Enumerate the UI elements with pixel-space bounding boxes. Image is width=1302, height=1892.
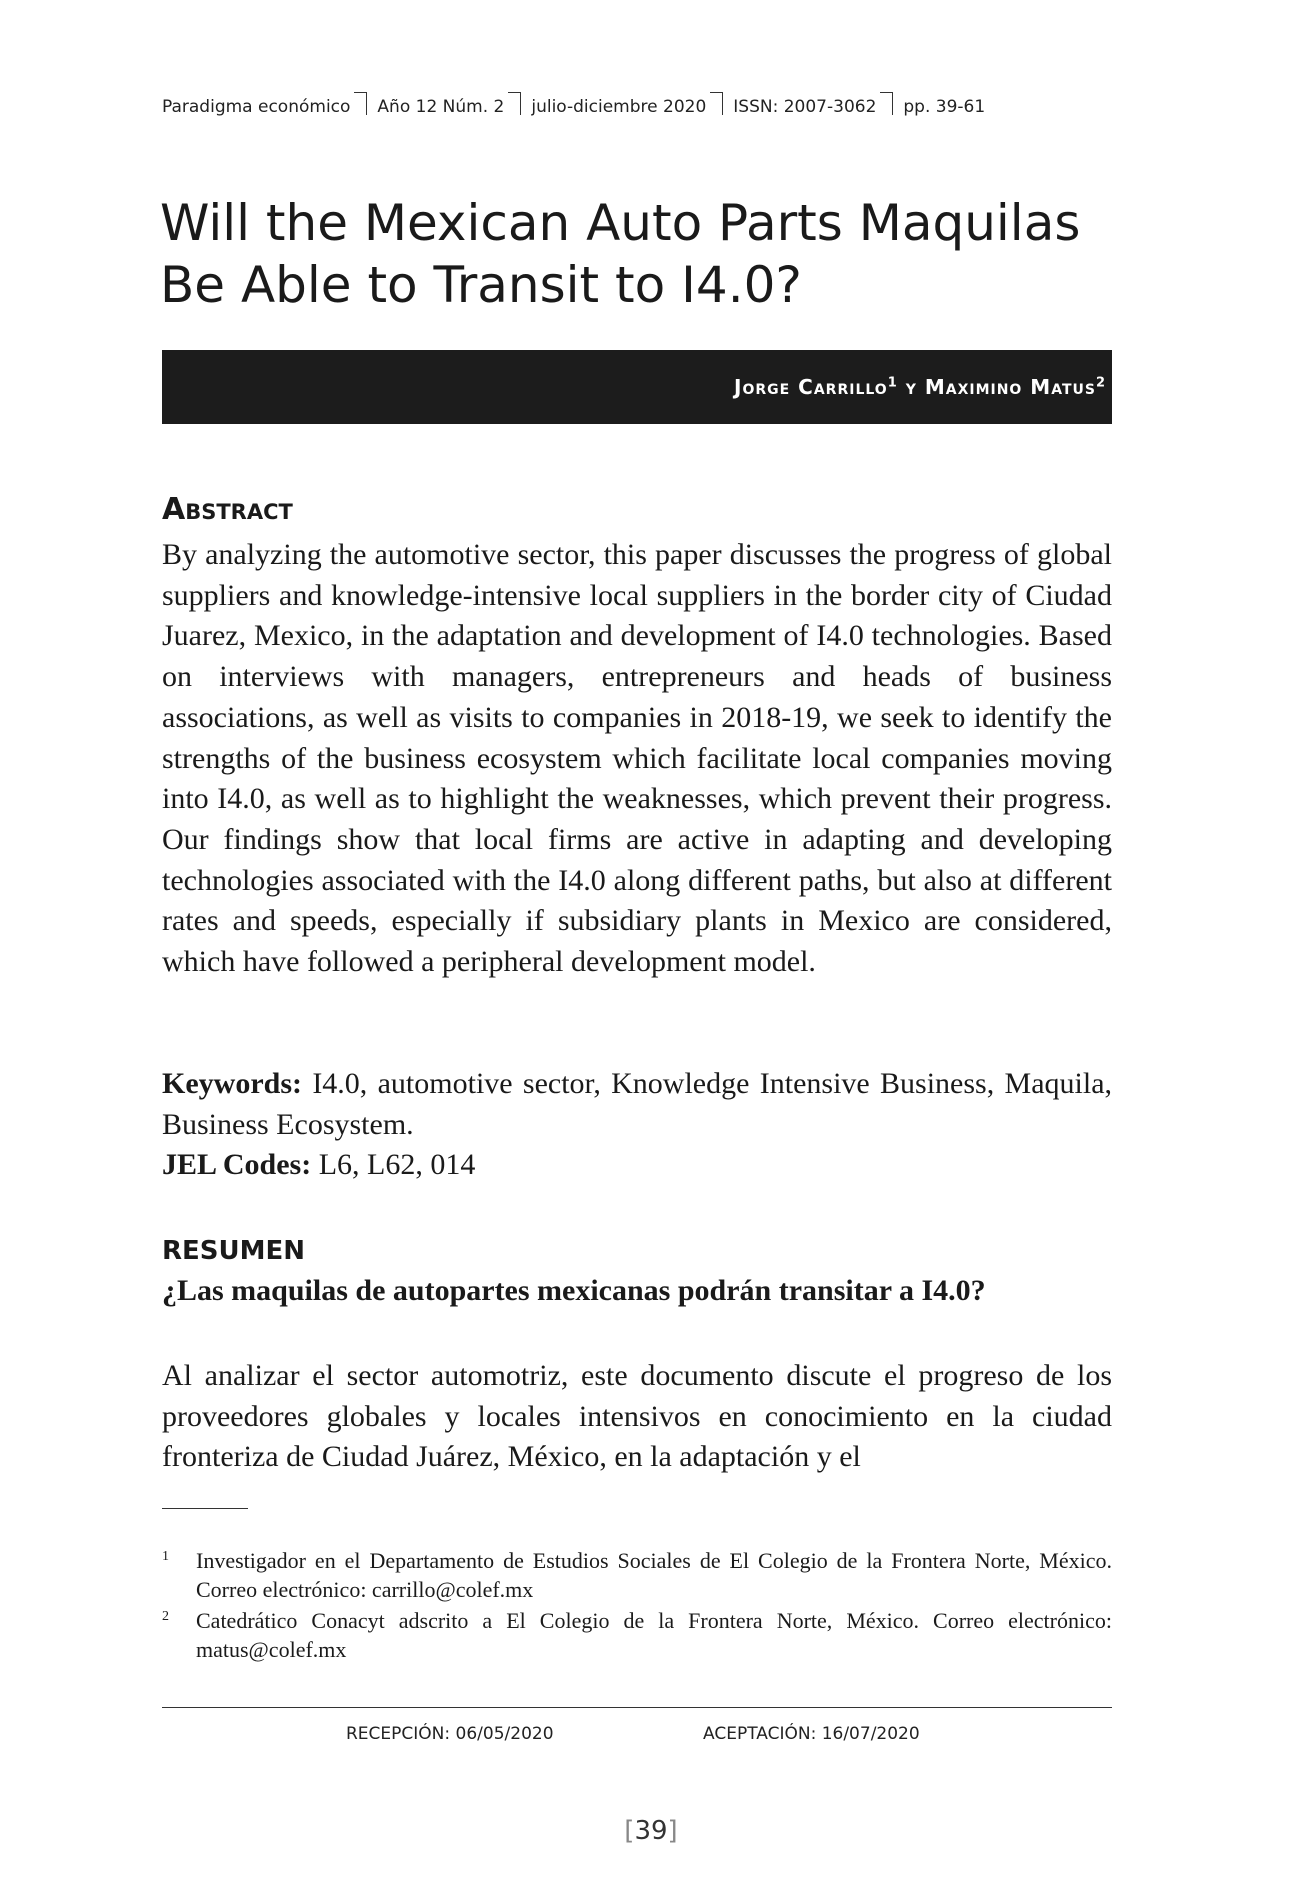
page-number-value: 39	[634, 1816, 668, 1846]
author-list	[734, 375, 1112, 399]
bottom-divider	[162, 1707, 1112, 1708]
header-separator	[710, 92, 723, 115]
paper-title-line-1: Will the Mexican Auto Parts Maquilas	[160, 194, 1081, 252]
keywords-label: Keywords:	[162, 1067, 302, 1100]
jel-codes-paragraph	[162, 1145, 1112, 1186]
page-number-bracket-close: ]	[667, 1816, 678, 1846]
journal-period: julio-diciembre 2020	[531, 97, 707, 117]
running-header	[162, 94, 985, 117]
author-connector: y	[905, 375, 917, 399]
page-range: pp. 39-61	[903, 97, 986, 117]
footnote-number: 1	[162, 1549, 169, 1564]
abstract-text: By analyzing the automotive sector, this paper discusses the progress of global suppliers and knowledge-intensive local suppliers in the border city of Ciudad Juarez, Mexico, in the adaptation and development of I4.0 technologies. Based on interviews with managers, entrepreneurs and heads of business associations, as well as visits to companies in 2018-19, we seek to identify the strengths of the business ecosystem which facilitate local companies moving into I4.0, as well as to highlight the weaknesses, which prevent their progress. Our findings show that local firms are active in adapting and developing technologies associated with the I4.0 along different paths, but also at different rates and speeds, especially if subsidiary plants in Mexico are considered, which have followed a peripheral development model.	[162, 538, 1112, 979]
journal-name: Paradigma económico	[162, 97, 351, 117]
keywords-value: I4.0, automotive sector, Knowledge Intensive Business, Maquila, Business Ecosystem.	[162, 1067, 1113, 1141]
footnote-1	[162, 1546, 1112, 1604]
author-1-footnote-mark: 1	[887, 375, 898, 391]
header-separator	[508, 92, 521, 115]
footnote-text: Investigador en el Departamento de Estudios Sociales de El Colegio de la Frontera Norte, México. Correo electrónico: carrillo@colef.mx	[196, 1548, 1112, 1602]
resumen-text: Al analizar el sector automotriz, este documento discute el progreso de los proveedores globales y locales intensivos en conocimiento en la ciudad fronteriza de Ciudad Juárez, México, en la adaptación y el	[162, 1359, 1112, 1474]
author-2-footnote-mark: 2	[1095, 375, 1106, 391]
author-2: Maximino Matus	[924, 375, 1096, 399]
received-date: RECEPCIÓN: 06/05/2020	[346, 1724, 554, 1744]
paper-title	[160, 192, 1120, 316]
paper-title-line-2: Be Able to Transit to I4.0?	[160, 256, 802, 314]
header-separator	[354, 92, 367, 115]
page-number	[0, 1816, 1302, 1846]
footnote-text: Catedrático Conacyt adscrito a El Colegio de la Frontera Norte, México. Correo electrónico: matus@colef.mx	[196, 1608, 1112, 1662]
accepted-date: ACEPTACIÓN: 16/07/2020	[703, 1724, 920, 1744]
footnote-2	[162, 1606, 1112, 1664]
jel-codes-value: L6, L62, 014	[318, 1148, 476, 1181]
abstract-heading: Abstract	[162, 492, 293, 527]
resumen-heading: RESUMEN	[162, 1236, 306, 1266]
keywords-paragraph	[162, 1064, 1112, 1145]
journal-issn: ISSN: 2007-3062	[733, 97, 877, 117]
author-1: Jorge Carrillo	[734, 375, 888, 399]
footnote-divider	[162, 1508, 248, 1509]
author-bar	[162, 350, 1112, 424]
resumen-title: ¿Las maquilas de autopartes mexicanas podrán transitar a I4.0?	[162, 1274, 986, 1307]
jel-codes-label: JEL Codes:	[162, 1148, 312, 1181]
header-separator	[880, 92, 893, 115]
journal-issue: Año 12 Núm. 2	[377, 97, 505, 117]
page-number-bracket-open: [	[624, 1816, 635, 1846]
footnote-number: 2	[162, 1609, 169, 1624]
